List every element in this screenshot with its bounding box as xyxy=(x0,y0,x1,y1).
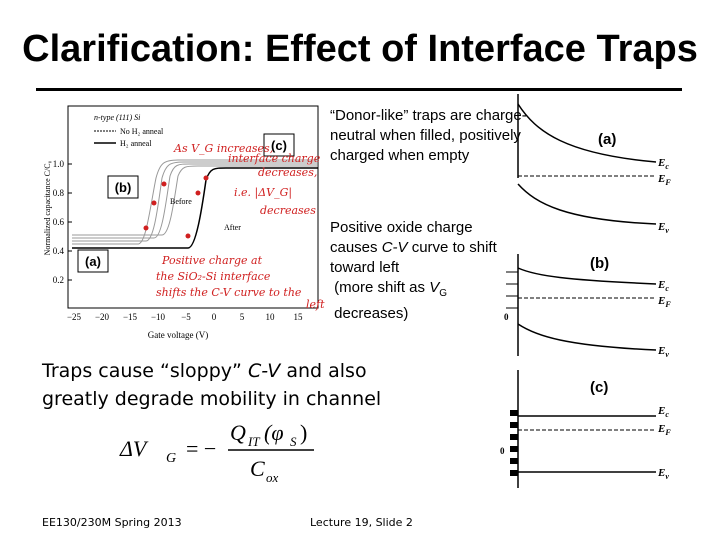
equation xyxy=(118,412,318,492)
cv-x-tick: −20 xyxy=(94,312,110,322)
eq-num-arg: (φ xyxy=(264,420,284,445)
band-label-c: (c) xyxy=(590,379,609,396)
band-ec-curve xyxy=(518,268,656,284)
cv-y-tick: 0.4 xyxy=(52,246,64,256)
annotation-line: shifts the C-V curve to the xyxy=(156,286,302,299)
band-diagram-c xyxy=(500,370,671,488)
band-ec-label: $E_c$ xyxy=(658,405,669,419)
cv-legend-title: n-type (111) Si xyxy=(94,113,141,122)
cv-x-tick: −15 xyxy=(122,312,138,322)
cv-x-ticks xyxy=(67,312,303,322)
band-ec-curve xyxy=(518,104,656,162)
cv-ylabel: Normalized capacitance C/C₀ xyxy=(43,160,52,256)
cv-y-tick: 0.2 xyxy=(52,275,64,285)
band-ec-label: $E_c$ xyxy=(658,157,669,171)
eq-num-arg-sub: S xyxy=(290,434,297,449)
note-oxide-line2: curve to shift toward left xyxy=(330,239,497,276)
annotation-line: decreases, xyxy=(258,166,318,179)
band-ev-label: $E_v$ xyxy=(658,221,669,235)
annotation-line: i.e. |ΔV_G| xyxy=(234,186,293,199)
cv-x-tick: −10 xyxy=(150,312,166,322)
traps-cv: C-V xyxy=(247,360,281,382)
cv-label-c: (c) xyxy=(271,138,287,153)
slide-title: Clarification: Effect of Interface Traps xyxy=(22,28,698,70)
eq-equals: = − xyxy=(186,436,217,461)
eq-num-sub: IT xyxy=(248,434,260,449)
note-oxide-vg: V xyxy=(429,279,440,296)
cv-x-tick: 10 xyxy=(265,312,275,322)
cv-x-tick: 5 xyxy=(239,312,245,322)
note-traps xyxy=(42,357,382,413)
annotation-line: Positive charge at xyxy=(162,254,262,267)
cv-x-tick: 0 xyxy=(211,312,217,322)
cv-legend-no-h2: No H₂ anneal xyxy=(120,127,164,136)
cv-y-tick: 0.6 xyxy=(52,217,64,227)
cv-y-ticks xyxy=(53,159,72,285)
annotation-line: interface charge xyxy=(228,152,321,165)
band-ec-label: $E_c$ xyxy=(658,279,669,293)
annotation-line: left xyxy=(306,298,325,311)
note-oxide-paren2: decreases) xyxy=(334,305,409,322)
cv-label-a: (a) xyxy=(85,254,101,269)
band-diagram-b xyxy=(504,254,671,359)
band-diagrams xyxy=(486,92,686,492)
note-oxide-cv: C-V xyxy=(381,239,408,256)
band-ev-label: $E_v$ xyxy=(658,467,669,481)
footer-slide-number: Lecture 19, Slide 2 xyxy=(310,516,413,529)
band-label-a: (a) xyxy=(598,131,617,148)
traps-text-1: Traps cause “sloppy” xyxy=(42,360,242,382)
eq-num-close: ) xyxy=(300,420,308,445)
cv-label-before: Before xyxy=(170,197,192,206)
band-ef-label: $E_F$ xyxy=(658,295,671,309)
annotation-line: the SiO₂-Si interface xyxy=(156,270,271,283)
cv-y-tick: 1.0 xyxy=(52,159,64,169)
cv-y-tick: 0.8 xyxy=(52,188,64,198)
note-donor-traps: “Donor-like” traps are charge-neutral when filled, positively charged when empty xyxy=(330,107,527,164)
note-oxide-vg-sub: G xyxy=(439,288,447,299)
eq-num: Q xyxy=(230,420,246,445)
note-oxide-line1: Positive oxide charge causes xyxy=(330,219,473,256)
eq-lhs: ΔV xyxy=(120,436,147,461)
band-diagram-a xyxy=(518,94,671,235)
cv-x-tick: −5 xyxy=(181,312,191,322)
band-ev-label: $E_v$ xyxy=(658,345,669,359)
band-label-b: (b) xyxy=(590,255,610,272)
title-divider xyxy=(36,88,682,91)
footer-course: EE130/230M Spring 2013 xyxy=(42,516,182,529)
cv-x-tick: 15 xyxy=(293,312,303,322)
band-zero-c: 0 xyxy=(500,446,505,456)
band-trap-markers xyxy=(510,410,518,476)
cv-plot xyxy=(38,98,328,343)
band-ef-label: $E_F$ xyxy=(658,173,671,187)
cv-xlabel: Gate voltage (V) xyxy=(147,330,209,340)
cv-label-after: After xyxy=(224,223,241,232)
cv-legend-h2: H₂ anneal xyxy=(120,139,152,148)
cv-label-b: (b) xyxy=(114,180,132,195)
eq-den-sub: ox xyxy=(266,470,279,485)
note-oxide-paren1: (more shift as xyxy=(334,279,426,296)
annotation-line: As V_G increases, xyxy=(174,142,274,155)
annotation-line: decreases xyxy=(260,204,316,217)
band-ef-label: $E_F$ xyxy=(658,423,671,437)
band-ev-curve xyxy=(518,184,656,224)
eq-lhs-sub: G xyxy=(166,451,177,466)
traps-text-2: and also greatly degrade mobility in channel xyxy=(42,360,382,410)
cv-x-tick: −25 xyxy=(66,312,82,322)
band-ev-curve xyxy=(518,324,656,350)
eq-den: C xyxy=(250,456,265,481)
band-zero-b: 0 xyxy=(504,312,509,322)
